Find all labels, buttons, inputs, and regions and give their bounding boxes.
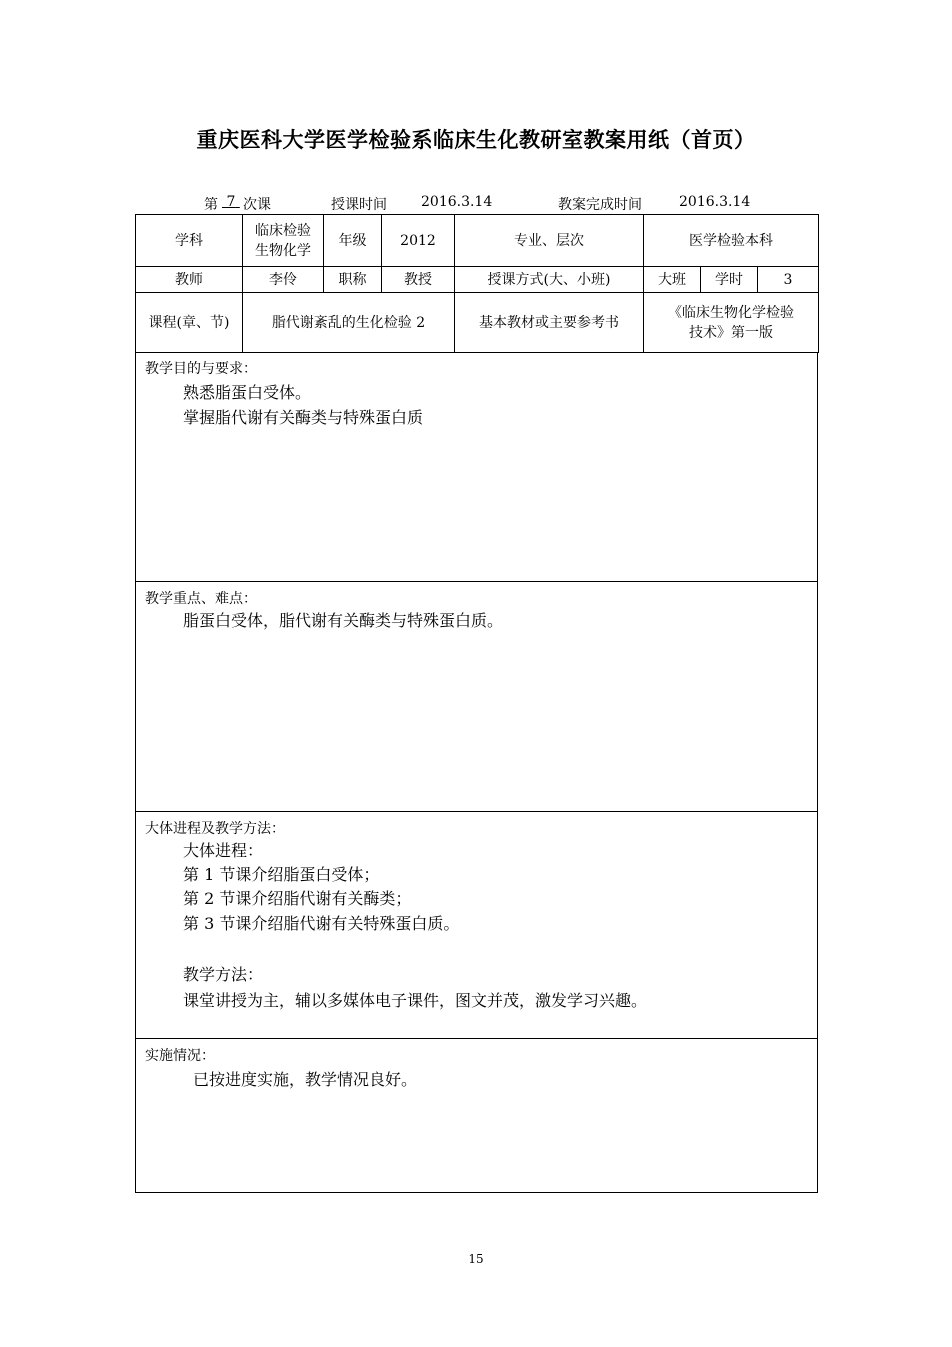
course-label: 课程(章、节) [136, 293, 243, 353]
progress-line: 第 3 节课介绍脂代谢有关特殊蛋白质。 [183, 914, 460, 933]
progress-line: 教学方法： [183, 965, 264, 984]
textbook-value: 《临床生物化学检验 技术》第一版 [644, 293, 819, 353]
objectives-line: 熟悉脂蛋白受体。 [183, 383, 312, 402]
hours-value: 3 [758, 267, 819, 293]
teach-time-value: 2016.3.14 [421, 194, 493, 210]
header-table [135, 214, 819, 353]
objectives-line: 掌握脂代谢有关酶类与特殊蛋白质 [183, 408, 424, 427]
major-label: 专业、层次 [455, 215, 644, 267]
progress-section [135, 812, 818, 1039]
implementation-line: 已按进度实施，教学情况良好。 [193, 1070, 418, 1089]
mode-value: 大班 [644, 267, 701, 293]
header-row [136, 293, 819, 353]
objectives-label: 教学目的与要求： [145, 361, 257, 377]
hours-label: 学时 [701, 267, 758, 293]
lesson-info-line [136, 194, 818, 215]
objectives-section [135, 352, 818, 582]
rank-value: 教授 [382, 267, 455, 293]
lesson-number: 7 [226, 194, 236, 210]
header-row [136, 215, 819, 267]
page-title: 重庆医科大学医学检验系临床生化教研室教案用纸（首页） [196, 128, 756, 152]
rank-label: 职称 [324, 267, 382, 293]
teach-time-label: 授课时间 [331, 197, 387, 213]
complete-time-label: 教案完成时间 [558, 197, 642, 213]
progress-line: 课堂讲授为主，辅以多媒体电子课件，图文并茂，激发学习兴趣。 [183, 991, 648, 1010]
progress-line: 第 2 节课介绍脂代谢有关酶类； [183, 889, 412, 908]
key-points-line: 脂蛋白受体，脂代谢有关酶类与特殊蛋白质。 [183, 611, 504, 630]
subject-value: 临床检验 生物化学 [243, 215, 324, 267]
grade-value: 2012 [382, 215, 455, 267]
subject-label: 学科 [136, 215, 243, 267]
major-value: 医学检验本科 [644, 215, 819, 267]
grade-label: 年级 [324, 215, 382, 267]
teacher-value: 李伶 [243, 267, 324, 293]
key-points-section [135, 582, 818, 812]
progress-line: 第 1 节课介绍脂蛋白受体； [183, 865, 380, 884]
progress-label: 大体进程及教学方法： [145, 821, 285, 837]
lesson-suffix: 次课 [243, 197, 271, 213]
implementation-label: 实施情况： [145, 1048, 215, 1064]
progress-line: 大体进程： [183, 841, 264, 860]
course-value: 脂代谢紊乱的生化检验 2 [243, 293, 455, 353]
implementation-section [135, 1039, 818, 1193]
key-points-label: 教学重点、难点： [145, 591, 257, 607]
textbook-label: 基本教材或主要参考书 [455, 293, 644, 353]
page-number: 15 [468, 1252, 484, 1266]
complete-time-value: 2016.3.14 [679, 194, 751, 210]
mode-label: 授课方式(大、小班) [455, 267, 644, 293]
lesson-prefix: 第 [204, 197, 218, 213]
teacher-label: 教师 [136, 267, 243, 293]
header-row [136, 267, 819, 293]
